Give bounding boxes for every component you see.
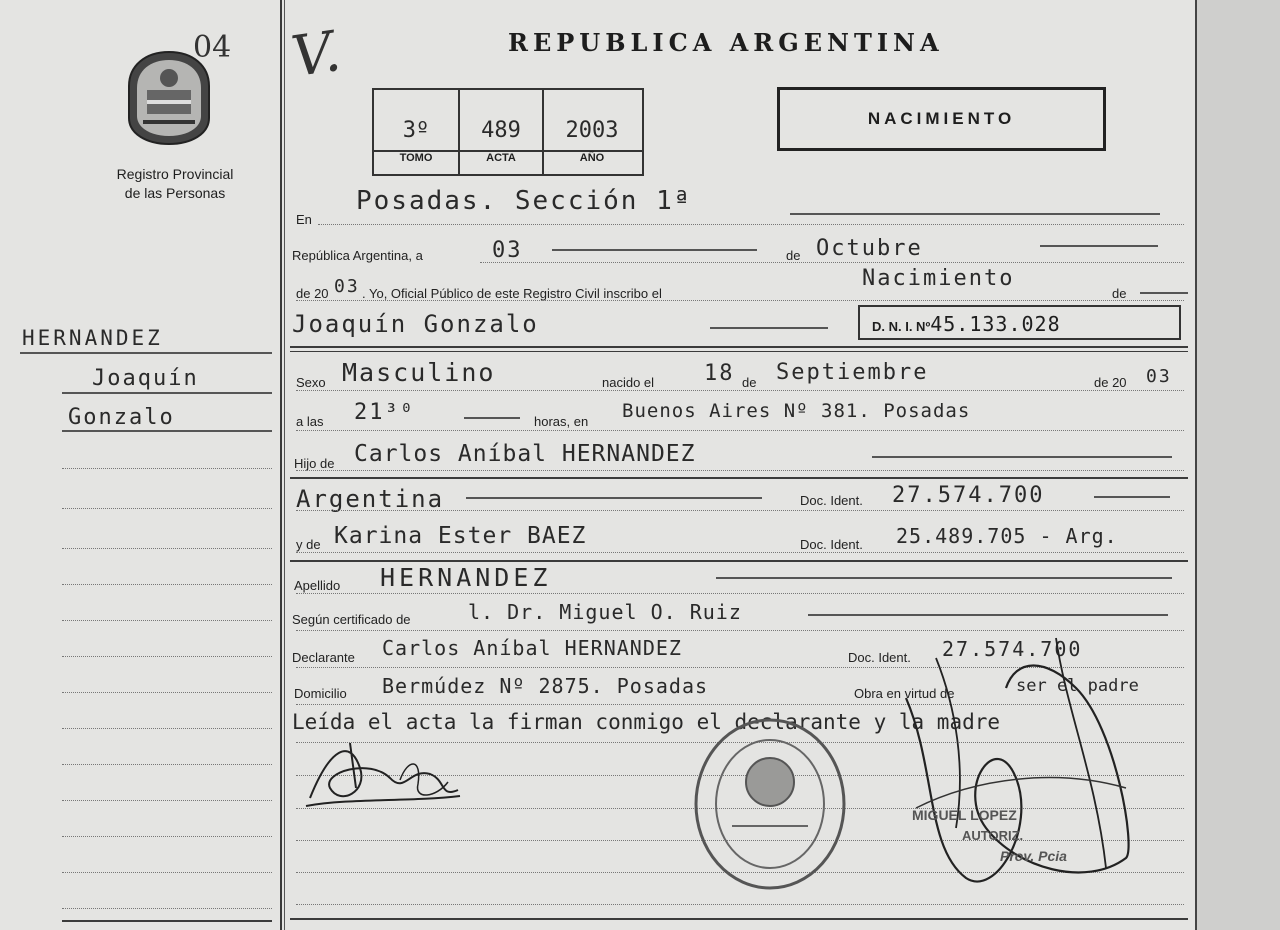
line9-yde: y de	[296, 537, 321, 552]
line5-day: 18	[704, 361, 735, 386]
line1-label: En	[296, 212, 312, 227]
margin-dotted-line	[62, 656, 272, 657]
registry-name	[75, 165, 275, 203]
line3-act: Nacimiento	[862, 266, 1015, 291]
ano-label: AÑO	[579, 152, 605, 164]
line2-month: Octubre	[816, 236, 923, 261]
line2-de: de	[786, 248, 801, 263]
section-rule	[290, 560, 1188, 562]
line8-doc-value: 27.574.700	[892, 483, 1045, 508]
dotted-line	[296, 300, 1184, 301]
dotted-line	[296, 470, 1184, 471]
line13-domicilio: Domicilio	[294, 686, 347, 701]
dni-box	[858, 305, 1181, 340]
adjacent-page-edge	[1195, 0, 1280, 930]
declarant-signature	[290, 728, 470, 820]
fill-rule	[790, 213, 1160, 215]
section-rule	[290, 477, 1188, 479]
line5-month: Septiembre	[776, 360, 929, 385]
margin-rule	[62, 430, 272, 432]
tomo-label: TOMO	[399, 152, 433, 164]
line7-father: Carlos Aníbal HERNANDEZ	[354, 441, 696, 467]
line12-name: Carlos Aníbal HERNANDEZ	[382, 636, 682, 660]
fill-rule	[716, 577, 1172, 579]
fill-rule	[552, 249, 757, 251]
line5-de: de	[742, 375, 757, 390]
acta-cell	[460, 90, 544, 174]
ano-value: 2003	[565, 118, 619, 143]
line6-hour: 21³⁰	[354, 400, 415, 425]
line6-alas: a las	[296, 414, 324, 429]
margin-bottom-rule	[62, 920, 272, 922]
fill-rule	[710, 327, 828, 329]
line12-doc-value: 27.574.700	[942, 637, 1083, 661]
fill-rule	[1040, 245, 1158, 247]
margin-dotted-line	[62, 692, 272, 693]
line4-name: Joaquín Gonzalo	[292, 310, 539, 338]
fill-rule	[1094, 496, 1170, 498]
dotted-line	[318, 224, 1184, 225]
acta-label: ACTA	[486, 152, 516, 164]
margin-dotted-line	[62, 728, 272, 729]
line11-segun: Según certificado de	[292, 612, 411, 627]
margin-dotted-line	[62, 584, 272, 585]
line13-address: Bermúdez Nº 2875. Posadas	[382, 674, 709, 698]
line5-sexo: Sexo	[296, 375, 326, 390]
line13-obra: Obra en virtud de	[854, 686, 955, 701]
line5-year: 03	[1146, 366, 1172, 387]
line14-text: Leída el acta la firman conmigo el declarante y la madre	[292, 710, 1001, 734]
margin-dotted-line	[62, 872, 272, 873]
line3-text: . Yo, Oficial Público de este Registro Civil inscribo el	[362, 286, 662, 301]
line2-label: República Argentina, a	[292, 248, 423, 263]
ano-cell	[544, 90, 640, 174]
dotted-line	[296, 552, 1184, 553]
country-title: REPUBLICA ARGENTINA	[508, 28, 944, 57]
line5-de20: de 20	[1094, 375, 1127, 390]
dotted-line	[296, 510, 1184, 511]
line13-reason: ser el padre	[1016, 676, 1139, 696]
margin-dotted-line	[62, 620, 272, 621]
line3-year: 03	[334, 276, 360, 297]
margin-dotted-line	[62, 764, 272, 765]
dotted-line	[296, 390, 1184, 391]
acta-value: 489	[481, 118, 521, 143]
line8-doc-label: Doc. Ident.	[800, 493, 863, 508]
section-rule	[290, 346, 1188, 348]
dotted-line	[296, 593, 1184, 594]
margin-divider-inner	[284, 0, 285, 930]
stamp-line3: Prov. Pcia	[1000, 848, 1067, 864]
line3-de: de	[1112, 286, 1127, 301]
line9-doc-value: 25.489.705 - Arg.	[896, 524, 1118, 548]
line9-doc-label: Doc. Ident.	[800, 537, 863, 552]
line5-sex-value: Masculino	[342, 358, 496, 387]
margin-given-name-1: Joaquín	[92, 366, 199, 391]
verified-mark: V.	[287, 18, 345, 91]
page-number: 04	[193, 30, 232, 65]
bottom-rule	[290, 918, 1188, 920]
margin-dotted-line	[62, 468, 272, 469]
act-type-box: NACIMIENTO	[777, 87, 1106, 151]
line9-mother: Karina Ester BAEZ	[334, 523, 587, 549]
margin-dotted-line	[62, 548, 272, 549]
fill-rule	[808, 614, 1168, 616]
line7-hijo: Hijo de	[294, 456, 335, 471]
margin-divider	[280, 0, 282, 930]
margin-rule	[62, 392, 272, 394]
tomo-cell	[374, 90, 460, 174]
fill-rule	[464, 417, 520, 419]
line2-day: 03	[492, 238, 523, 263]
line3-prefix: de 20	[296, 286, 329, 301]
line6-horas: horas, en	[534, 414, 589, 429]
margin-dotted-line	[62, 508, 272, 509]
section-rule	[290, 351, 1188, 352]
dni-label: D. N. I. Nº	[872, 319, 931, 334]
margin-dotted-line	[62, 836, 272, 837]
margin-surname: HERNANDEZ	[22, 326, 163, 350]
line10-surname: HERNANDEZ	[380, 563, 552, 592]
line12-doc-label: Doc. Ident.	[848, 650, 911, 665]
stamp-line2: AUTORIZ.	[962, 828, 1024, 843]
registry-name-line2: de las Personas	[124, 185, 226, 201]
fill-rule	[872, 456, 1172, 458]
line6-place: Buenos Aires Nº 381. Posadas	[622, 400, 971, 422]
registry-name-line1: Registro Provincial	[116, 166, 234, 182]
margin-dotted-line	[62, 908, 272, 909]
record-number-box	[372, 88, 644, 176]
tomo-value: 3º	[402, 118, 430, 143]
dotted-line	[296, 430, 1184, 431]
official-signature	[896, 628, 1136, 918]
line10-apellido: Apellido	[294, 578, 341, 593]
margin-rule	[20, 352, 272, 354]
line5-nacido: nacido el	[602, 375, 655, 390]
official-round-seal	[692, 716, 848, 892]
line8-nationality: Argentina	[296, 485, 445, 513]
stamp-line1: MIGUEL LOPEZ	[912, 807, 1017, 823]
line1-place: Posadas. Sección 1ª	[356, 186, 692, 216]
dotted-line	[480, 262, 1184, 263]
margin-given-name-2: Gonzalo	[68, 405, 175, 430]
line11-doctor: l. Dr. Miguel O. Ruiz	[468, 600, 742, 624]
dni-value: 45.133.028	[930, 312, 1061, 336]
line12-declarante: Declarante	[292, 650, 355, 665]
fill-rule	[1140, 292, 1188, 294]
fill-rule	[466, 497, 762, 499]
margin-dotted-line	[62, 800, 272, 801]
